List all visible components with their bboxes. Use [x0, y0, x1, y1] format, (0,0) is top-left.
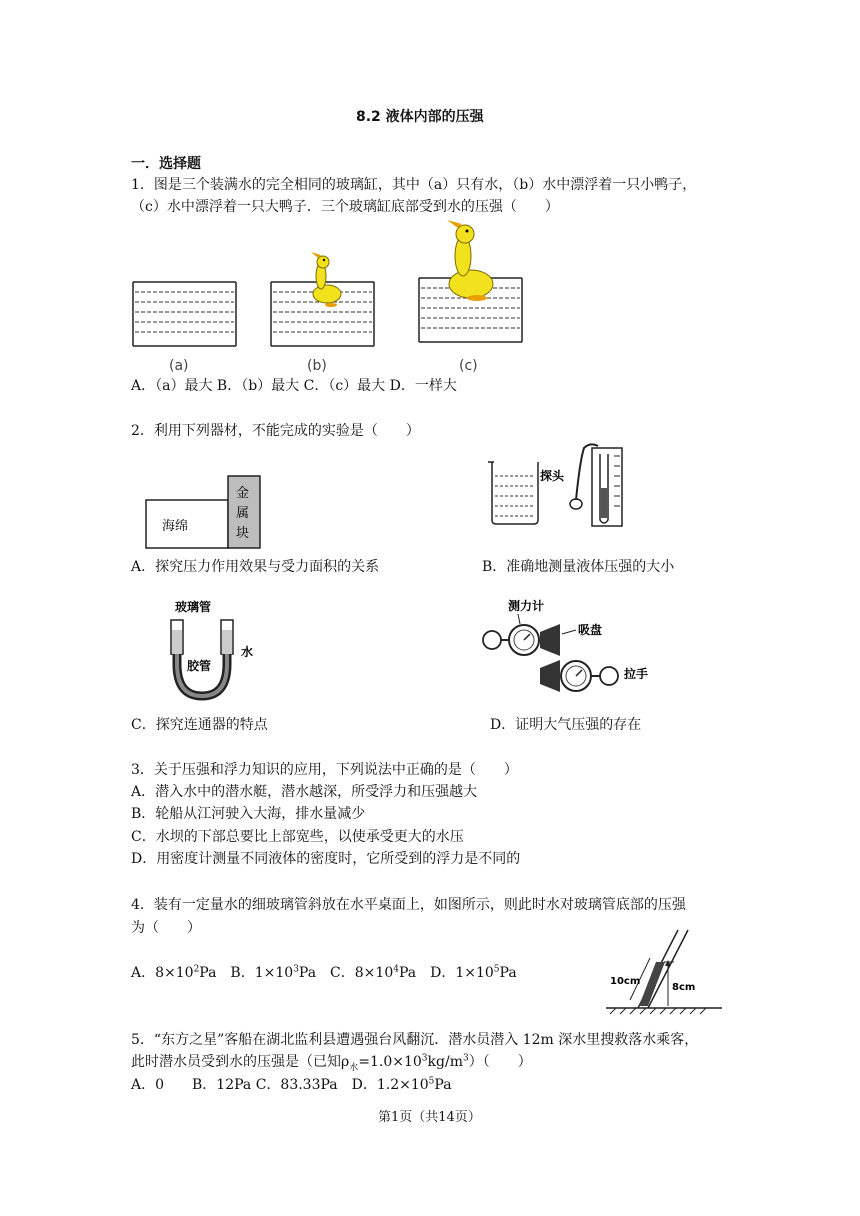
glass-tube-label: 玻璃管: [175, 600, 212, 614]
tank-label-b: (b): [307, 358, 327, 374]
handle-label: 拉手: [624, 667, 649, 681]
tank-label-a: (a): [169, 358, 189, 374]
probe-label: 探头: [540, 469, 565, 483]
block-label-3: 块: [236, 526, 250, 541]
q2-fig-d: [478, 594, 668, 706]
q2-stem: 2．利用下列器材，不能完成的实验是（ ）: [131, 423, 420, 439]
suction-cup-label: 吸盘: [578, 623, 603, 637]
tank-a: [133, 282, 236, 346]
q5-line2: 此时潜水员受到水的压强是（已知$\rho_水=1.0\times 10^3kg/m^3$）（ ）: [131, 1053, 532, 1073]
q4-figure: [604, 928, 734, 1018]
water-label: 水: [241, 645, 254, 659]
tube-length-label: 10cm: [610, 976, 641, 987]
q2-fig-b: [480, 440, 640, 535]
force-meter-label: 测力计: [508, 599, 545, 613]
q1-line1: 1．图是三个装满水的完全相同的玻璃缸，其中（a）只有水，（b）水中漂浮着一只小鸭子，: [131, 177, 697, 193]
q2-option-c: C．探究连通器的特点: [131, 717, 268, 733]
q2-fig-c: [155, 596, 275, 706]
q2-option-d: D．证明大气压强的存在: [490, 717, 642, 733]
section-heading: 一．选择题: [131, 156, 201, 172]
block-label-2: 属: [236, 506, 250, 521]
q4-options: A．$8\times 10^2Pa$ B．$1\times 10^3Pa$ C．$8\times 10^4Pa$ D．$1\times 10^5Pa$: [131, 964, 517, 981]
q1-figure: [125, 218, 535, 378]
q4-line1: 4．装有一定量水的细玻璃管斜放在水平桌面上，如图所示，则此时水对玻璃管底部的压强: [131, 897, 686, 913]
water-height-label: 8cm: [672, 982, 696, 993]
q3-option-a: A．潜入水中的潜水艇，潜水越深，所受浮力和压强越大: [131, 784, 478, 800]
q3-option-b: B．轮船从江河驶入大海，排水量减少: [131, 806, 366, 822]
q1-options: A．（a）最大 B．（b）最大 C．（c）最大 D．一样大: [131, 378, 457, 394]
sponge-label: 海绵: [162, 519, 189, 534]
q5-line1: 5．“东方之星”客船在湖北监利县遭遇强台风翻沉．潜水员潜入 12m 深水里搜救落水乘客，: [131, 1032, 699, 1048]
q4-line2: 为（ ）: [131, 920, 201, 936]
q3-option-c: C．水坝的下部总要比上部宽些，以使承受更大的水压: [131, 829, 464, 845]
big-duck-icon: [447, 220, 493, 301]
small-duck-icon: [311, 252, 341, 307]
hose-label: 胶管: [187, 659, 212, 673]
q1-line2: （c）水中漂浮着一只大鸭子．三个玻璃缸底部受到水的压强（ ）: [131, 199, 559, 215]
q2-fig-a: [140, 470, 280, 555]
q3-option-d: D．用密度计测量不同液体的密度时，它所受到的浮力是不同的: [131, 851, 521, 867]
q3-stem: 3．关于压强和浮力知识的应用，下列说法中正确的是（ ）: [131, 762, 518, 778]
block-label-1: 金: [236, 486, 250, 501]
page-title: 8.2 液体内部的压强: [356, 109, 484, 125]
tank-label-c: (c): [459, 358, 478, 374]
tank-c: [419, 220, 522, 342]
q2-option-b: B．准确地测量液体压强的大小: [482, 559, 675, 575]
page-footer: 第1页（共14页）: [378, 1110, 481, 1125]
q5-options: A．0 B．12Pa C．83.33Pa D．$1.2\times 10^5Pa$: [131, 1076, 452, 1093]
tank-b: [271, 252, 374, 346]
q2-option-a: A．探究压力作用效果与受力面积的关系: [131, 559, 380, 575]
